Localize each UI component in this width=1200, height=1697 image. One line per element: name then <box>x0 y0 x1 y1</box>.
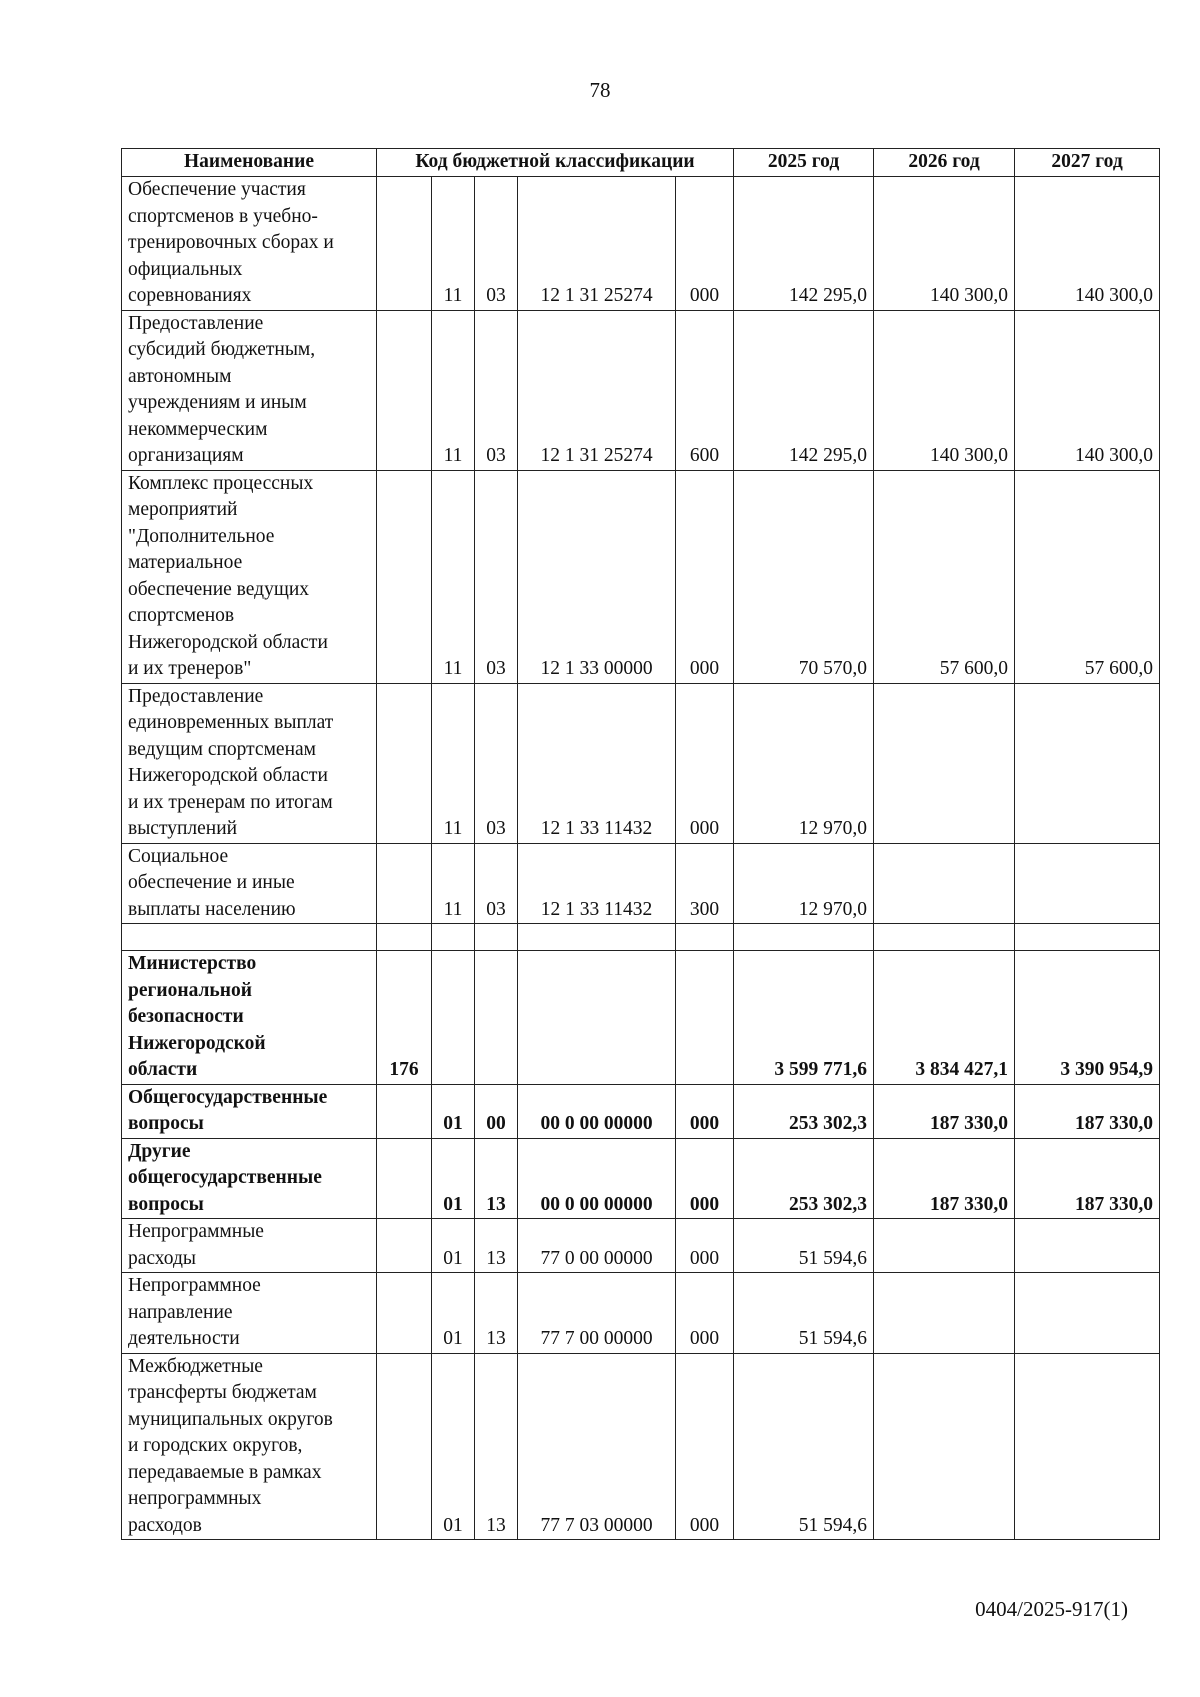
empty-cell <box>874 924 1015 951</box>
amount-2027 <box>1015 1273 1160 1354</box>
row-name-line: субсидий бюджетным, <box>128 339 316 360</box>
header-code: Код бюджетной классификации <box>377 149 734 177</box>
target-article-code: 00 0 00 00000 <box>518 1138 676 1219</box>
header-2026: 2026 год <box>874 149 1015 177</box>
row-name-line: спортсменов <box>128 605 235 626</box>
row-name-line: Социальное <box>128 845 229 867</box>
row-name-line: области <box>128 1059 198 1080</box>
empty-cell <box>676 924 734 951</box>
row-name-line: и городских округов, <box>128 1435 303 1456</box>
subsection-code: 13 <box>475 1273 518 1354</box>
row-name-line: автономным <box>128 365 232 387</box>
amount-2025: 253 302,3 <box>734 1084 874 1138</box>
subsection-code: 00 <box>475 1084 518 1138</box>
row-name-line: направление <box>128 1301 233 1323</box>
row-name-line: материальное <box>128 552 243 573</box>
amount-2026: 57 600,0 <box>874 470 1015 683</box>
target-article-code: 77 0 00 00000 <box>518 1219 676 1273</box>
expense-kind-code: 000 <box>676 177 734 311</box>
amount-2025: 142 295,0 <box>734 310 874 470</box>
empty-cell <box>432 924 475 951</box>
row-name-line: и их тренеров" <box>128 658 252 679</box>
row-name-line: мероприятий <box>128 499 238 520</box>
amount-2027 <box>1015 683 1160 843</box>
ministry-code <box>377 1138 432 1219</box>
row-name-line: Непрограммное <box>128 1275 261 1296</box>
row-name-line: соревнованиях <box>128 285 252 306</box>
row-name-line: Предоставление <box>128 685 264 707</box>
amount-2027: 187 330,0 <box>1015 1084 1160 1138</box>
target-article-code: 12 1 33 11432 <box>518 683 676 843</box>
header-2027: 2027 год <box>1015 149 1160 177</box>
subsection-code: 03 <box>475 683 518 843</box>
ministry-code <box>377 177 432 311</box>
expense-kind-code: 000 <box>676 1138 734 1219</box>
expense-kind-code: 000 <box>676 470 734 683</box>
amount-2025: 51 594,6 <box>734 1353 874 1540</box>
expense-kind-code: 000 <box>676 1273 734 1354</box>
expense-kind-code: 000 <box>676 1219 734 1273</box>
amount-2025: 51 594,6 <box>734 1273 874 1354</box>
ministry-code <box>377 683 432 843</box>
amount-2026 <box>874 1219 1015 1273</box>
target-article-code: 00 0 00 00000 <box>518 1084 676 1138</box>
row-name-line: единовременных выплат <box>128 712 334 733</box>
row-name-line: Нижегородской <box>128 1032 266 1054</box>
expense-kind-code: 000 <box>676 683 734 843</box>
subsection-code <box>475 951 518 1085</box>
row-name-line: Комплекс процессных <box>128 472 314 494</box>
amount-2025: 12 970,0 <box>734 683 874 843</box>
row-name-line: Предоставление <box>128 312 264 334</box>
section-code: 11 <box>432 843 475 924</box>
row-name-line: деятельности <box>128 1328 240 1349</box>
expense-kind-code: 000 <box>676 1353 734 1540</box>
target-article-code: 12 1 33 00000 <box>518 470 676 683</box>
ministry-code <box>377 1219 432 1273</box>
amount-2025: 12 970,0 <box>734 843 874 924</box>
subsection-code: 13 <box>475 1219 518 1273</box>
subsection-code: 03 <box>475 843 518 924</box>
row-name-line: Непрограммные <box>128 1221 264 1242</box>
section-code: 01 <box>432 1219 475 1273</box>
row-name <box>122 951 377 1085</box>
row-name-line: спортсменов в учебно- <box>128 205 318 227</box>
page-number: 78 <box>589 78 611 102</box>
table-row <box>122 683 1160 843</box>
table-row <box>122 1219 1160 1273</box>
row-name <box>122 683 377 843</box>
amount-2026 <box>874 1273 1015 1354</box>
budget-table <box>121 148 1160 1540</box>
table-row <box>122 177 1160 311</box>
row-name <box>122 177 377 311</box>
amount-2026: 140 300,0 <box>874 177 1015 311</box>
row-name-line: "Дополнительное <box>128 525 275 547</box>
row-name <box>122 1084 377 1138</box>
empty-cell <box>518 924 676 951</box>
expense-kind-code: 600 <box>676 310 734 470</box>
amount-2025: 51 594,6 <box>734 1219 874 1273</box>
amount-2027 <box>1015 843 1160 924</box>
expense-kind-code <box>676 951 734 1085</box>
section-code: 01 <box>432 1353 475 1540</box>
amount-2026: 140 300,0 <box>874 310 1015 470</box>
table-row <box>122 310 1160 470</box>
row-name-line: передаваемые в рамках <box>128 1461 322 1483</box>
row-name-line: вопросы <box>128 1193 204 1215</box>
ministry-code <box>377 1084 432 1138</box>
table-row <box>122 470 1160 683</box>
subsection-code: 13 <box>475 1138 518 1219</box>
row-name <box>122 470 377 683</box>
amount-2026: 187 330,0 <box>874 1138 1015 1219</box>
empty-cell <box>377 924 432 951</box>
target-article-code: 12 1 33 11432 <box>518 843 676 924</box>
section-code: 01 <box>432 1273 475 1354</box>
row-name <box>122 1219 377 1273</box>
ministry-code <box>377 1273 432 1354</box>
amount-2025: 253 302,3 <box>734 1138 874 1219</box>
amount-2025: 70 570,0 <box>734 470 874 683</box>
row-name <box>122 1353 377 1540</box>
header-name: Наименование <box>122 149 377 177</box>
expense-kind-code: 000 <box>676 1084 734 1138</box>
amount-2027 <box>1015 1353 1160 1540</box>
table-row <box>122 1138 1160 1219</box>
expense-kind-code: 300 <box>676 843 734 924</box>
ministry-code <box>377 310 432 470</box>
document-code: 0404/2025-917(1) <box>975 1597 1128 1621</box>
target-article-code: 77 7 00 00000 <box>518 1273 676 1354</box>
table-row <box>122 951 1160 1085</box>
row-name-line: Обеспечение участия <box>128 179 306 200</box>
section-code: 11 <box>432 177 475 311</box>
table-row <box>122 1273 1160 1354</box>
ministry-code <box>377 470 432 683</box>
row-name-line: безопасности <box>128 1006 244 1027</box>
row-name-line: трансферты бюджетам <box>128 1382 317 1403</box>
header-2025: 2025 год <box>734 149 874 177</box>
row-name-line: организациям <box>128 445 244 466</box>
row-name-line: Межбюджетные <box>128 1355 263 1377</box>
empty-cell <box>122 924 377 951</box>
row-name-line: расходы <box>128 1247 197 1269</box>
amount-2026 <box>874 1353 1015 1540</box>
row-name-line: официальных <box>128 258 243 280</box>
amount-2026: 3 834 427,1 <box>874 951 1015 1085</box>
amount-2027: 187 330,0 <box>1015 1138 1160 1219</box>
table-row <box>122 843 1160 924</box>
ministry-code <box>377 1353 432 1540</box>
target-article-code <box>518 951 676 1085</box>
spacer-row <box>122 924 1160 951</box>
empty-cell <box>1015 924 1160 951</box>
row-name-line: тренировочных сборах и <box>128 232 334 253</box>
subsection-code: 03 <box>475 310 518 470</box>
amount-2027: 57 600,0 <box>1015 470 1160 683</box>
row-name-line: выплаты населению <box>128 898 296 920</box>
section-code: 11 <box>432 310 475 470</box>
section-code <box>432 951 475 1085</box>
row-name <box>122 843 377 924</box>
amount-2026 <box>874 843 1015 924</box>
row-name-line: Другие <box>128 1140 191 1162</box>
amount-2025: 142 295,0 <box>734 177 874 311</box>
row-name-line: непрограммных <box>128 1488 262 1509</box>
row-name-line: обеспечение ведущих <box>128 578 310 600</box>
row-name-line: обеспечение и иные <box>128 872 295 893</box>
target-article-code: 12 1 31 25274 <box>518 310 676 470</box>
table-row <box>122 1353 1160 1540</box>
row-name-line: Нижегородской области <box>128 765 328 786</box>
amount-2026 <box>874 683 1015 843</box>
amount-2027: 3 390 954,9 <box>1015 951 1160 1085</box>
row-name <box>122 310 377 470</box>
row-name-line: Министерство <box>128 953 257 974</box>
row-name-line: общегосударственные <box>128 1167 322 1188</box>
table-row <box>122 1084 1160 1138</box>
table-body <box>122 177 1160 1540</box>
subsection-code: 03 <box>475 177 518 311</box>
empty-cell <box>475 924 518 951</box>
row-name <box>122 1138 377 1219</box>
amount-2027 <box>1015 1219 1160 1273</box>
amount-2027: 140 300,0 <box>1015 177 1160 311</box>
section-code: 01 <box>432 1084 475 1138</box>
subsection-code: 03 <box>475 470 518 683</box>
row-name-line: вопросы <box>128 1113 204 1134</box>
section-code: 11 <box>432 683 475 843</box>
row-name <box>122 1273 377 1354</box>
row-name-line: выступлений <box>128 818 238 839</box>
row-name-line: учреждениям и иным <box>128 392 307 413</box>
subsection-code: 13 <box>475 1353 518 1540</box>
empty-cell <box>734 924 874 951</box>
row-name-line: расходов <box>128 1514 202 1536</box>
section-code: 01 <box>432 1138 475 1219</box>
row-name-line: Общегосударственные <box>128 1086 328 1108</box>
ministry-code <box>377 843 432 924</box>
target-article-code: 12 1 31 25274 <box>518 177 676 311</box>
section-code: 11 <box>432 470 475 683</box>
amount-2026: 187 330,0 <box>874 1084 1015 1138</box>
row-name-line: муниципальных округов <box>128 1408 333 1430</box>
row-name-line: Нижегородской области <box>128 631 328 653</box>
row-name-line: ведущим спортсменам <box>128 738 317 760</box>
ministry-code: 176 <box>377 951 432 1085</box>
amount-2027: 140 300,0 <box>1015 310 1160 470</box>
table-header-row <box>122 149 1160 177</box>
row-name-line: и их тренерам по итогам <box>128 791 333 813</box>
row-name-line: региональной <box>128 979 252 1001</box>
row-name-line: некоммерческим <box>128 418 268 440</box>
target-article-code: 77 7 03 00000 <box>518 1353 676 1540</box>
amount-2025: 3 599 771,6 <box>734 951 874 1085</box>
